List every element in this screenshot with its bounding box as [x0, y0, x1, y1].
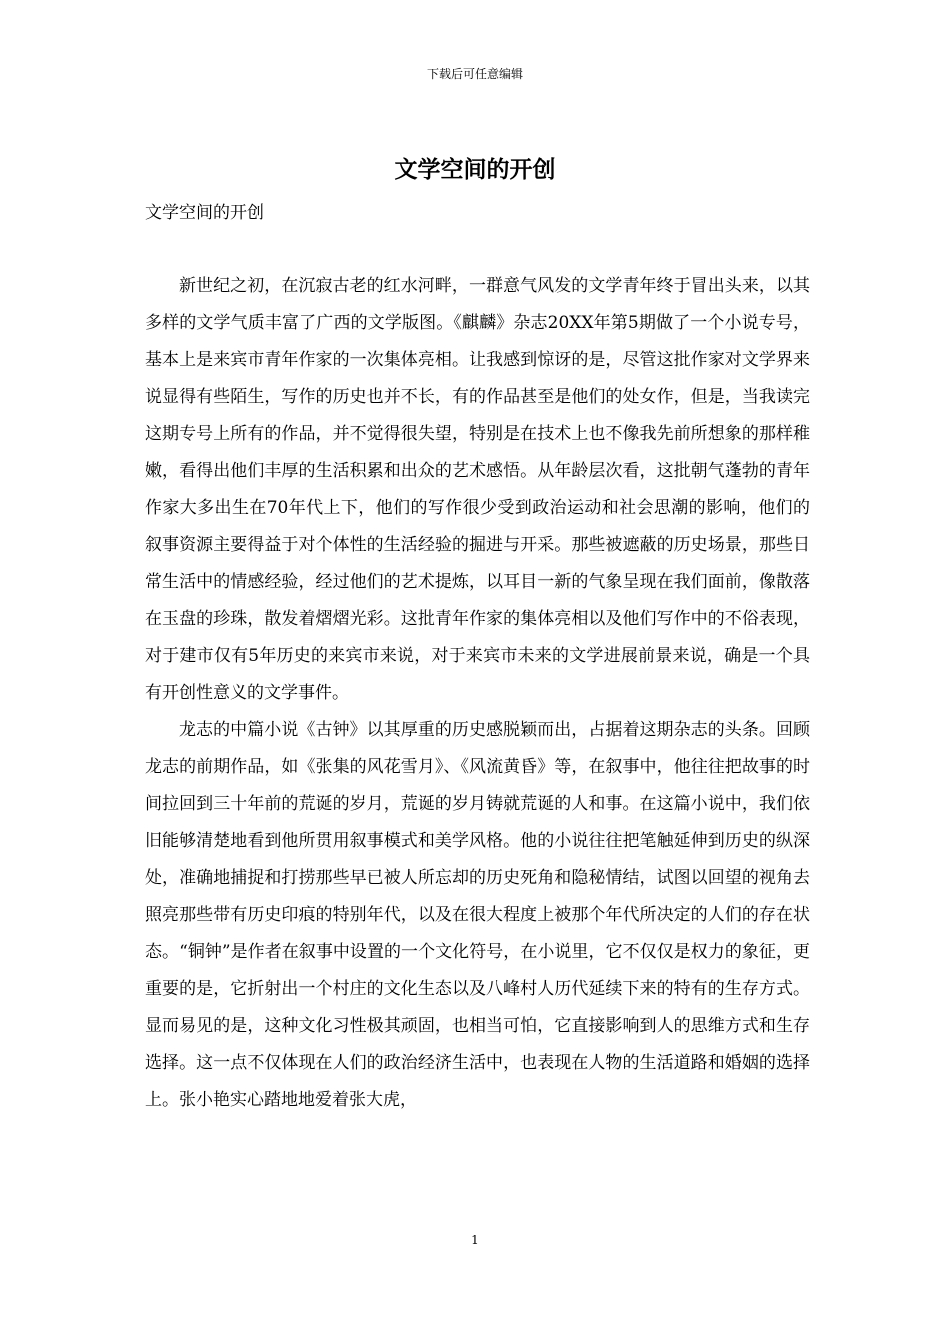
- paragraph: 龙志的中篇小说《古钟》以其厚重的历史感脱颖而出，占据着这期杂志的头条。回顾龙志的前期作品，如《张集的风花雪月》、《风流黄昏》等，在叙事中，他往往把故事的时间拉回到三十年前的荒诞的岁月，荒诞的岁月铸就荒诞的人和事。在这篇小说中，我们依旧能够清楚地看到他所贯用叙事模式和美学风格。他的小说往往把笔触延伸到历史的纵深处，准确地捕捉和打捞那些早已被人所忘却的历史死角和隐秘情结，试图以回望的视角去照亮那些带有历史印痕的特别年代，以及在很大程度上被那个年代所决定的人们的存在状态。“铜钟”是作者在叙事中设置的一个文化符号，在小说里，它不仅仅是权力的象征，更重要的是，它折射出一个村庄的文化生态以及八峰村人历代延续下来的特有的生存方式。显而易见的是，这种文化习性极其顽固，也相当可怕，它直接影响到人的思维方式和生存选择。这一点不仅体现在人们的政治经济生活中，也表现在人物的生活道路和婚姻的选择上。张小艳实心踏地地爱着张大虎，: [145, 720, 810, 1110]
- body-text: [145, 268, 810, 1119]
- document-subtitle: 文学空间的开创: [145, 203, 264, 223]
- document-title: 文学空间的开创: [394, 157, 556, 183]
- paragraph: 新世纪之初，在沉寂古老的红水河畔，一群意气风发的文学青年终于冒出头来，以其多样的文学气质丰富了广西的文学版图。《麒麟》杂志20XX年第5期做了一个小说专号，基本上是来宾市青年作家的一次集体亮相。让我感到惊讶的是，尽管这批作家对文学界来说显得有些陌生，写作的历史也并不长，有的作品甚至是他们的处女作，但是，当我读完这期专号上所有的作品，并不觉得很失望，特别是在技术上也不像我先前所想象的那样稚嫩，看得出他们丰厚的生活积累和出众的艺术感悟。从年龄层次看，这批朝气蓬勃的青年作家大多出生在70年代上下，他们的写作很少受到政治运动和社会思潮的影响，他们的叙事资源主要得益于对个体性的生活经验的掘进与开采。那些被遮蔽的历史场景，那些日常生活中的情感经验，经过他们的艺术提炼，以耳目一新的气象呈现在我们面前，像散落在玉盘的珍珠，散发着熠熠光彩。这批青年作家的集体亮相以及他们写作中的不俗表现，对于建市仅有5年历史的来宾市来说，对于来宾市未来的文学进展前景来说，确是一个具有开创性意义的文学事件。: [145, 276, 810, 703]
- page-number: 1: [471, 1233, 479, 1247]
- header-note: 下载后可任意编辑: [426, 67, 523, 81]
